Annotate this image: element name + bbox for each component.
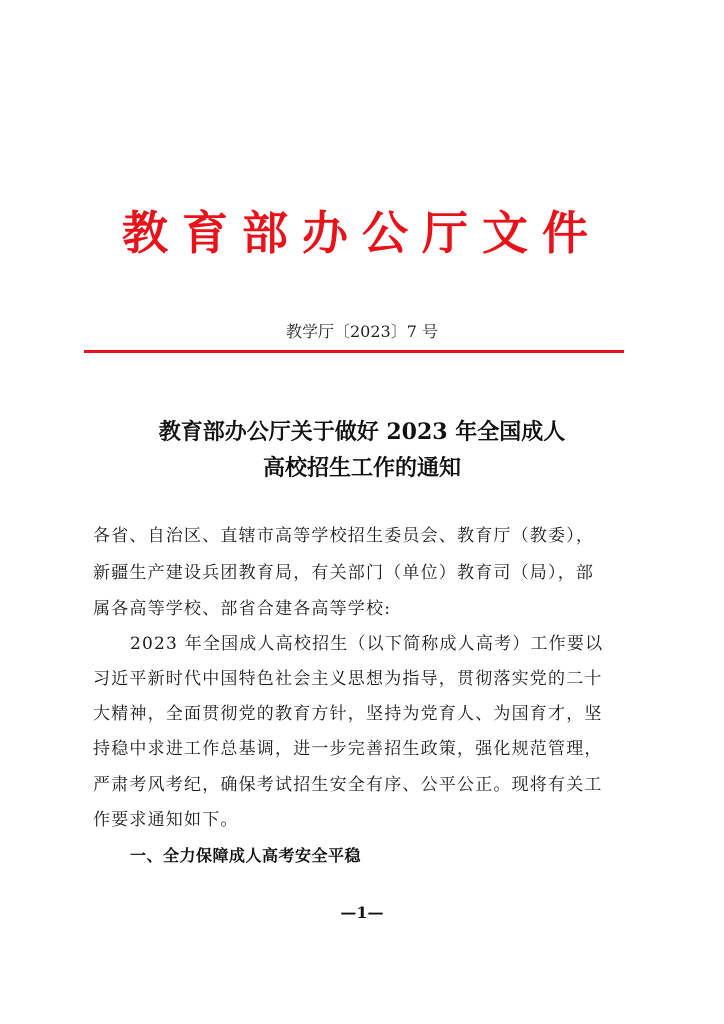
paragraph-line-4: 持稳中求进工作总基调，进一步完善招生政策，强化规范管理， bbox=[93, 739, 603, 759]
notice-title-line-2: 高校招生工作的通知 bbox=[262, 455, 461, 481]
addressee-line-3: 属各高等学校、部省合建各高等学校: bbox=[93, 599, 392, 619]
document-number: 教学厅〔2023〕7 号 bbox=[286, 322, 438, 341]
section-heading: 一、全力保障成人高考安全平稳 bbox=[130, 846, 362, 865]
page-number: —1— bbox=[340, 903, 384, 922]
addressee-line-2: 新疆生产建设兵团教育局，有关部门（单位）教育司（局），部 bbox=[93, 563, 595, 583]
paragraph-line-6: 作要求通知如下。 bbox=[93, 810, 239, 830]
paragraph-line-1: 2023 年全国成人高校招生（以下简称成人高考）工作要以 bbox=[130, 634, 604, 654]
red-separator-line bbox=[84, 350, 624, 353]
paragraph-line-3: 大精神，全面贯彻党的教育方针，坚持为党育人、为国育才，坚 bbox=[93, 704, 603, 724]
addressee-line-1: 各省、自治区、直辖市高等学校招生委员会、教育厅（教委）， bbox=[93, 526, 595, 546]
paragraph-line-5: 严肃考风考纪，确保考试招生安全有序、公平公正。现将有关工 bbox=[93, 775, 603, 795]
paragraph-line-2: 习近平新时代中国特色社会主义思想为指导，贯彻落实党的二十 bbox=[93, 669, 603, 689]
notice-title-line-1: 教育部办公厅关于做好 2023 年全国成人 bbox=[158, 419, 566, 445]
issuer-masthead: 教育部办公厅文件 bbox=[122, 206, 602, 260]
